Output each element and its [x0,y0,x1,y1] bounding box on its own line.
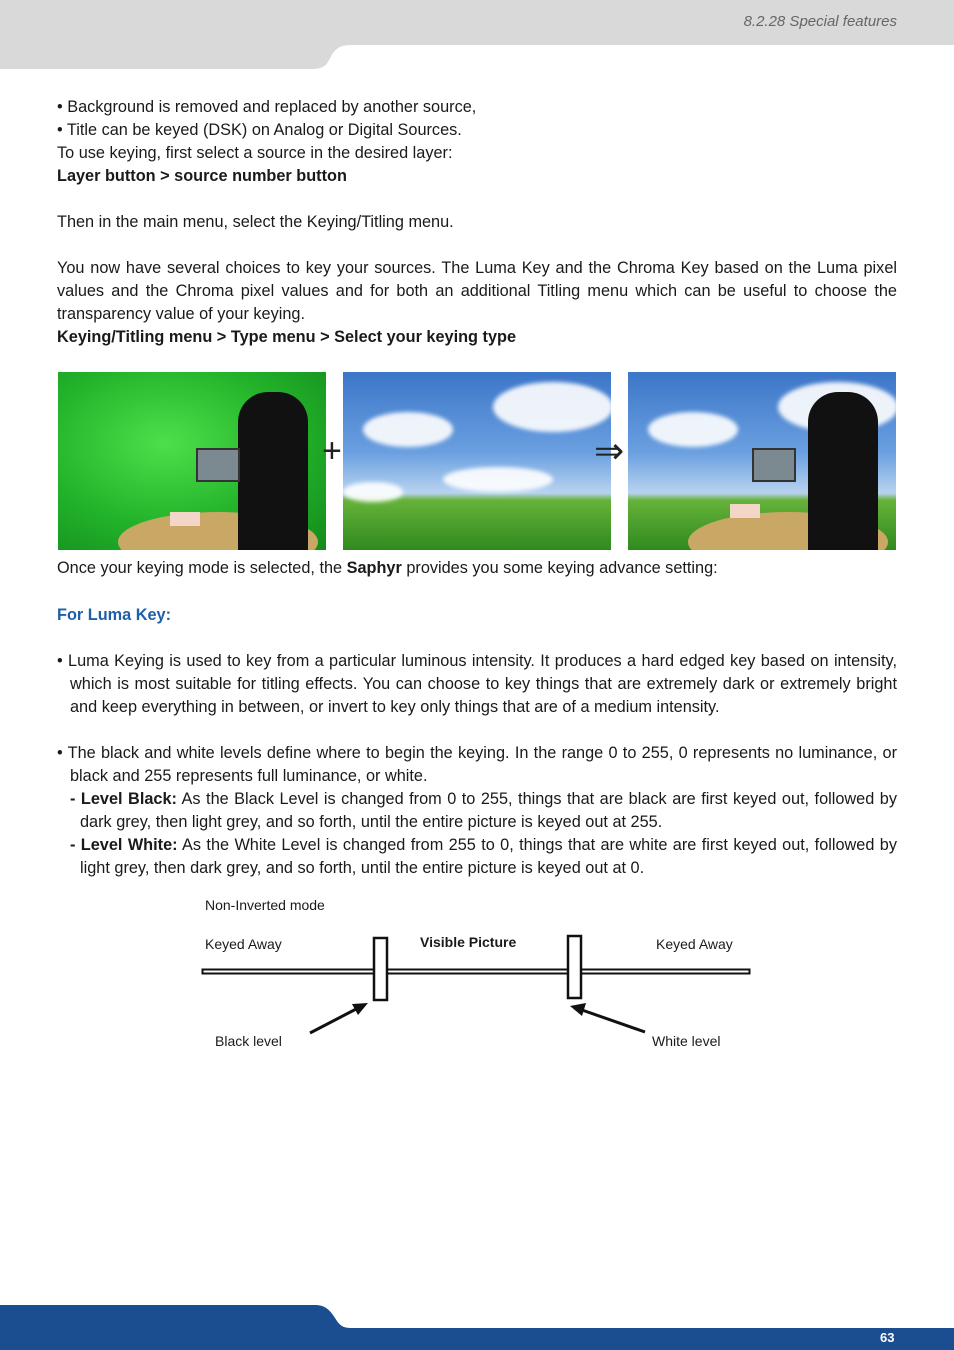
diagram-mode-label: Non-Inverted mode [205,897,325,913]
instruction-text: Then in the main menu, select the Keying/Titling menu. [57,213,454,231]
bullet-paragraph: • The black and white levels define where to begin the keying. In the range 0 to 255, 0 represents no luminance, or black and 255 represents full luminance, or white. [57,744,897,785]
luma-level-diagram [190,925,770,1040]
menu-path: Layer button > source number button [57,167,347,185]
page-header-band [0,0,954,70]
menu-path: Keying/Titling menu > Type menu > Select your keying type [57,328,517,346]
arrow-sign: ⇒ [594,430,625,471]
plus-sign: + [322,432,342,470]
visible-picture-label: Visible Picture [420,934,517,950]
black-level-arrow [310,1003,368,1033]
level-black-text: - Level Black: As the Black Level is changed from 0 to 255, things that are black are first keyed out, followed by dark grey, then light grey, and so forth, until the entire picture is keyed out at 255. [70,790,897,831]
advance-text: Once your keying mode is selected, the Saphyr provides you some keying advance setting: [57,559,718,577]
section-title: 8.2.28 Special features [743,13,897,30]
bullet-paragraph: • Luma Keying is used to key from a particular luminous intensity. It produces a hard edged key based on intensity, which is most suitable for titling effects. You can choose to key things that are extremely dark or extremely bright and keep everything in between, or invert to key only things that are of a medium intensity. [57,652,897,716]
luma-key-heading: For Luma Key: [57,606,171,624]
bullet-item: • Background is removed and replaced by another source, [57,98,477,116]
keyed-away-left-label: Keyed Away [205,936,282,952]
black-level-marker [374,938,387,1000]
sky-background-image [343,372,611,550]
white-level-marker [568,936,581,998]
page-footer-band [0,1300,954,1350]
page-number: 63 [880,1330,895,1345]
green-screen-image [58,372,326,550]
paragraph: You now have several choices to key your sources. The Luma Key and the Chroma Key based on the Luma pixel values and the Chroma pixel values and for both an additional Titling menu which can be useful to choose the transparency value of your keying. [57,259,897,323]
bullet-item: • Title can be keyed (DSK) on Analog or Digital Sources. [57,121,462,139]
white-level-label: White level [652,1033,721,1049]
level-bar [203,970,750,974]
instruction-text: To use keying, first select a source in the desired layer: [57,144,453,162]
keyed-result-image [628,372,896,550]
black-level-label: Black level [215,1033,282,1049]
keyed-away-right-label: Keyed Away [656,936,733,952]
white-level-arrow [570,1003,645,1032]
level-white-text: - Level White: As the White Level is changed from 255 to 0, things that are white are first keyed out, followed by light grey, then dark grey, and so forth, until the entire picture is keyed out at 0. [70,836,897,877]
